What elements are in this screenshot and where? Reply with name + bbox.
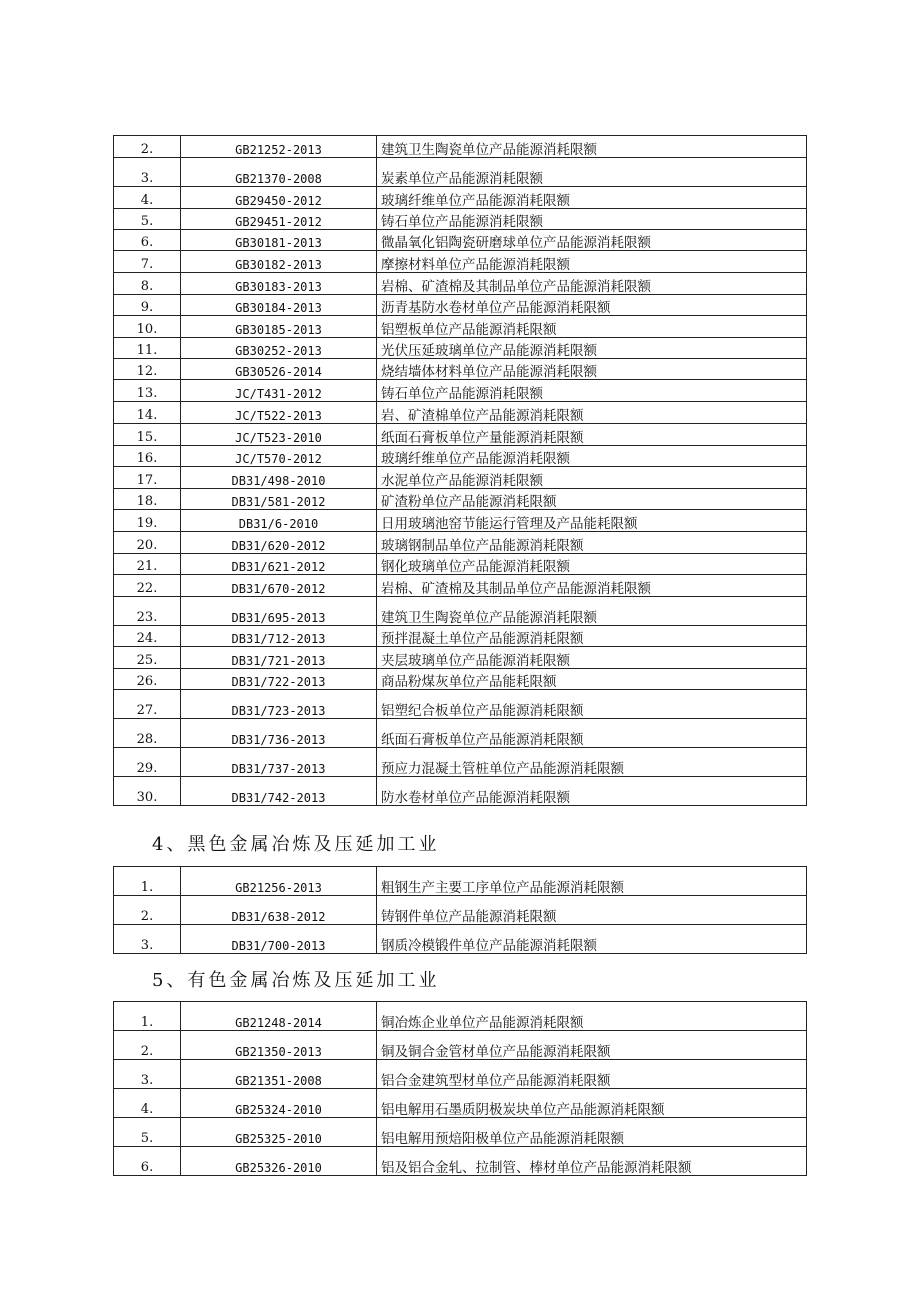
row-number: 6. <box>114 230 181 251</box>
standard-code: DB31/723-2013 <box>181 690 377 719</box>
standard-code: GB30526-2014 <box>181 359 377 380</box>
standard-name: 玻璃纤维单位产品能源消耗限额 <box>377 446 807 467</box>
standard-code: DB31/6-2010 <box>181 510 377 532</box>
row-number: 19. <box>114 510 181 532</box>
standard-name: 光伏压延玻璃单位产品能源消耗限额 <box>377 338 807 359</box>
standard-name: 防水卷材单位产品能源消耗限额 <box>377 777 807 806</box>
standard-code: DB31/498-2010 <box>181 467 377 489</box>
standard-name: 铝电解用预焙阳极单位产品能源消耗限额 <box>377 1118 807 1147</box>
table-row <box>114 925 807 954</box>
standard-code: DB31/712-2013 <box>181 626 377 647</box>
table-row <box>114 532 807 554</box>
table-row <box>114 1031 807 1060</box>
row-number: 4. <box>114 1089 181 1118</box>
standard-name: 铝电解用石墨质阴极炭块单位产品能源消耗限额 <box>377 1089 807 1118</box>
standard-code: GB21350-2013 <box>181 1031 377 1060</box>
standards-table-ferrous-metals <box>113 866 807 954</box>
standard-name: 建筑卫生陶瓷单位产品能源消耗限额 <box>377 597 807 626</box>
table-row <box>114 136 807 158</box>
row-number: 12. <box>114 359 181 380</box>
row-number: 7. <box>114 251 181 273</box>
table-row <box>114 230 807 251</box>
row-number: 28. <box>114 719 181 748</box>
row-number: 20. <box>114 532 181 554</box>
standard-name: 铝及铝合金轧、拉制管、棒材单位产品能源消耗限额 <box>377 1147 807 1176</box>
standard-name: 铜及铜合金管材单位产品能源消耗限额 <box>377 1031 807 1060</box>
table-row <box>114 1118 807 1147</box>
standard-code: JC/T570-2012 <box>181 446 377 467</box>
standard-name: 摩擦材料单位产品能源消耗限额 <box>377 251 807 273</box>
row-number: 27. <box>114 690 181 719</box>
standard-name: 铸石单位产品能源消耗限额 <box>377 380 807 402</box>
row-number: 9. <box>114 295 181 316</box>
standard-name: 岩棉、矿渣棉及其制品单位产品能源消耗限额 <box>377 273 807 295</box>
standard-code: JC/T431-2012 <box>181 380 377 402</box>
table-row <box>114 867 807 896</box>
table-row <box>114 424 807 446</box>
standard-code: JC/T522-2013 <box>181 402 377 424</box>
row-number: 17. <box>114 467 181 489</box>
table-row <box>114 896 807 925</box>
standard-name: 岩、矿渣棉单位产品能源消耗限额 <box>377 402 807 424</box>
row-number: 6. <box>114 1147 181 1176</box>
standard-code: DB31/721-2013 <box>181 647 377 669</box>
standard-code: DB31/695-2013 <box>181 597 377 626</box>
row-number: 3. <box>114 158 181 187</box>
row-number: 1. <box>114 867 181 896</box>
standard-name: 矿渣粉单位产品能源消耗限额 <box>377 489 807 510</box>
standard-name: 铸石单位产品能源消耗限额 <box>377 209 807 230</box>
standard-name: 铝合金建筑型材单位产品能源消耗限额 <box>377 1060 807 1089</box>
table-row <box>114 669 807 690</box>
standard-code: DB31/621-2012 <box>181 554 377 575</box>
standard-code: GB21351-2008 <box>181 1060 377 1089</box>
table-row <box>114 575 807 597</box>
row-number: 26. <box>114 669 181 690</box>
standard-code: DB31/700-2013 <box>181 925 377 954</box>
standard-code: GB29451-2012 <box>181 209 377 230</box>
row-number: 5. <box>114 209 181 230</box>
standard-code: DB31/620-2012 <box>181 532 377 554</box>
standard-code: GB25326-2010 <box>181 1147 377 1176</box>
standards-table-nonferrous-metals <box>113 1001 807 1176</box>
standard-code: GB30182-2013 <box>181 251 377 273</box>
standard-name: 炭素单位产品能源消耗限额 <box>377 158 807 187</box>
table-row <box>114 647 807 669</box>
standard-name: 预应力混凝土管桩单位产品能源消耗限额 <box>377 748 807 777</box>
standard-code: JC/T523-2010 <box>181 424 377 446</box>
standard-name: 夹层玻璃单位产品能源消耗限额 <box>377 647 807 669</box>
standard-code: DB31/737-2013 <box>181 748 377 777</box>
row-number: 8. <box>114 273 181 295</box>
table-row <box>114 467 807 489</box>
table-row <box>114 295 807 316</box>
row-number: 25. <box>114 647 181 669</box>
standard-name: 微晶氧化铝陶瓷研磨球单位产品能源消耗限额 <box>377 230 807 251</box>
table-row <box>114 1147 807 1176</box>
row-number: 1. <box>114 1002 181 1031</box>
row-number: 5. <box>114 1118 181 1147</box>
table-row <box>114 748 807 777</box>
section-title-nonferrous-metals: 5、有色金属冶炼及压延加工业 <box>152 970 440 991</box>
table-row <box>114 273 807 295</box>
standard-name: 岩棉、矿渣棉及其制品单位产品能源消耗限额 <box>377 575 807 597</box>
row-number: 10. <box>114 316 181 338</box>
row-number: 13. <box>114 380 181 402</box>
table-row <box>114 510 807 532</box>
standard-name: 钢化玻璃单位产品能源消耗限额 <box>377 554 807 575</box>
standard-code: GB25324-2010 <box>181 1089 377 1118</box>
standard-code: DB31/736-2013 <box>181 719 377 748</box>
standard-name: 日用玻璃池窑节能运行管理及产品能耗限额 <box>377 510 807 532</box>
row-number: 2. <box>114 896 181 925</box>
table-row <box>114 690 807 719</box>
table-row <box>114 338 807 359</box>
table-row <box>114 316 807 338</box>
table-row <box>114 1089 807 1118</box>
row-number: 16. <box>114 446 181 467</box>
table-row <box>114 251 807 273</box>
standard-name: 纸面石膏板单位产品能源消耗限额 <box>377 719 807 748</box>
table-row <box>114 402 807 424</box>
row-number: 30. <box>114 777 181 806</box>
standard-name: 铝塑板单位产品能源消耗限额 <box>377 316 807 338</box>
table-row <box>114 187 807 209</box>
table-row <box>114 209 807 230</box>
table-row <box>114 158 807 187</box>
table-row <box>114 1060 807 1089</box>
standard-code: GB30185-2013 <box>181 316 377 338</box>
row-number: 4. <box>114 187 181 209</box>
standard-code: GB30184-2013 <box>181 295 377 316</box>
standard-name: 钢质冷模锻件单位产品能源消耗限额 <box>377 925 807 954</box>
table-row <box>114 626 807 647</box>
table-row <box>114 446 807 467</box>
row-number: 3. <box>114 1060 181 1089</box>
standard-name: 铸钢件单位产品能源消耗限额 <box>377 896 807 925</box>
row-number: 21. <box>114 554 181 575</box>
row-number: 2. <box>114 136 181 158</box>
standard-code: DB31/638-2012 <box>181 896 377 925</box>
row-number: 18. <box>114 489 181 510</box>
standard-code: GB25325-2010 <box>181 1118 377 1147</box>
standard-name: 铝塑纪合板单位产品能源消耗限额 <box>377 690 807 719</box>
standard-name: 预拌混凝土单位产品能源消耗限额 <box>377 626 807 647</box>
standard-name: 建筑卫生陶瓷单位产品能源消耗限额 <box>377 136 807 158</box>
standard-code: DB31/581-2012 <box>181 489 377 510</box>
standard-name: 铜冶炼企业单位产品能源消耗限额 <box>377 1002 807 1031</box>
table-row <box>114 719 807 748</box>
row-number: 15. <box>114 424 181 446</box>
standard-name: 玻璃钢制品单位产品能源消耗限额 <box>377 532 807 554</box>
standard-name: 沥青基防水卷材单位产品能源消耗限额 <box>377 295 807 316</box>
standard-name: 水泥单位产品能源消耗限额 <box>377 467 807 489</box>
row-number: 22. <box>114 575 181 597</box>
row-number: 24. <box>114 626 181 647</box>
standard-code: GB21370-2008 <box>181 158 377 187</box>
standard-code: DB31/742-2013 <box>181 777 377 806</box>
table-row <box>114 1002 807 1031</box>
table-row <box>114 489 807 510</box>
row-number: 23. <box>114 597 181 626</box>
standard-code: DB31/670-2012 <box>181 575 377 597</box>
standard-code: GB29450-2012 <box>181 187 377 209</box>
standard-code: GB21248-2014 <box>181 1002 377 1031</box>
row-number: 3. <box>114 925 181 954</box>
standard-code: DB31/722-2013 <box>181 669 377 690</box>
row-number: 2. <box>114 1031 181 1060</box>
table-row <box>114 359 807 380</box>
table-row <box>114 554 807 575</box>
standard-code: GB21252-2013 <box>181 136 377 158</box>
table-row <box>114 380 807 402</box>
standards-table-building-materials <box>113 135 807 806</box>
standard-name: 粗钢生产主要工序单位产品能源消耗限额 <box>377 867 807 896</box>
standard-code: GB30252-2013 <box>181 338 377 359</box>
standard-name: 烧结墙体材料单位产品能源消耗限额 <box>377 359 807 380</box>
table-row <box>114 777 807 806</box>
standard-name: 商品粉煤灰单位产品能耗限额 <box>377 669 807 690</box>
standard-name: 玻璃纤维单位产品能源消耗限额 <box>377 187 807 209</box>
section-title-ferrous-metals: 4、黑色金属冶炼及压延加工业 <box>152 834 440 855</box>
row-number: 11. <box>114 338 181 359</box>
row-number: 29. <box>114 748 181 777</box>
standard-code: GB30183-2013 <box>181 273 377 295</box>
standard-name: 纸面石膏板单位产量能源消耗限额 <box>377 424 807 446</box>
standard-code: GB21256-2013 <box>181 867 377 896</box>
row-number: 14. <box>114 402 181 424</box>
standard-code: GB30181-2013 <box>181 230 377 251</box>
table-row <box>114 597 807 626</box>
